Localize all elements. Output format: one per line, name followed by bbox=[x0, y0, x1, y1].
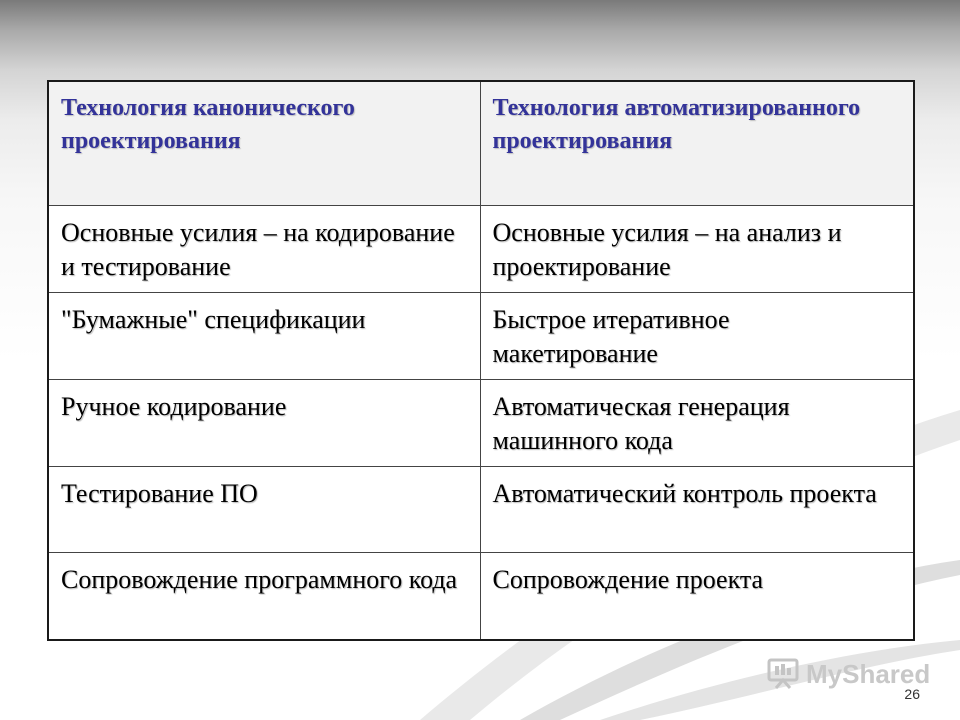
table-row bbox=[48, 552, 914, 640]
cell-automated: Сопровождение проекта bbox=[480, 552, 914, 640]
table-row bbox=[48, 292, 914, 379]
cell-canonical: "Бумажные" спецификации bbox=[48, 292, 480, 379]
table-header-row bbox=[48, 81, 914, 205]
header-canonical: Технология канонического проектирования bbox=[48, 81, 480, 205]
page-number: 26 bbox=[904, 686, 920, 702]
table-row bbox=[48, 205, 914, 292]
watermark-text: MyShared bbox=[806, 658, 931, 689]
header-automated: Технология автоматизированного проектирования bbox=[480, 81, 914, 205]
cell-automated: Автоматическая генерация машинного кода bbox=[480, 379, 914, 466]
cell-automated: Основные усилия – на анализ и проектирование bbox=[480, 205, 914, 292]
presentation-board-icon bbox=[766, 657, 800, 691]
cell-canonical: Ручное кодирование bbox=[48, 379, 480, 466]
comparison-table bbox=[47, 80, 915, 641]
table-row bbox=[48, 466, 914, 552]
cell-automated: Быстрое итеративное макетирование bbox=[480, 292, 914, 379]
cell-canonical: Основные усилия – на кодирование и тестирование bbox=[48, 205, 480, 292]
cell-canonical: Сопровождение программного кода bbox=[48, 552, 480, 640]
table-row bbox=[48, 379, 914, 466]
cell-canonical: Тестирование ПО bbox=[48, 466, 480, 552]
cell-automated: Автоматический контроль проекта bbox=[480, 466, 914, 552]
